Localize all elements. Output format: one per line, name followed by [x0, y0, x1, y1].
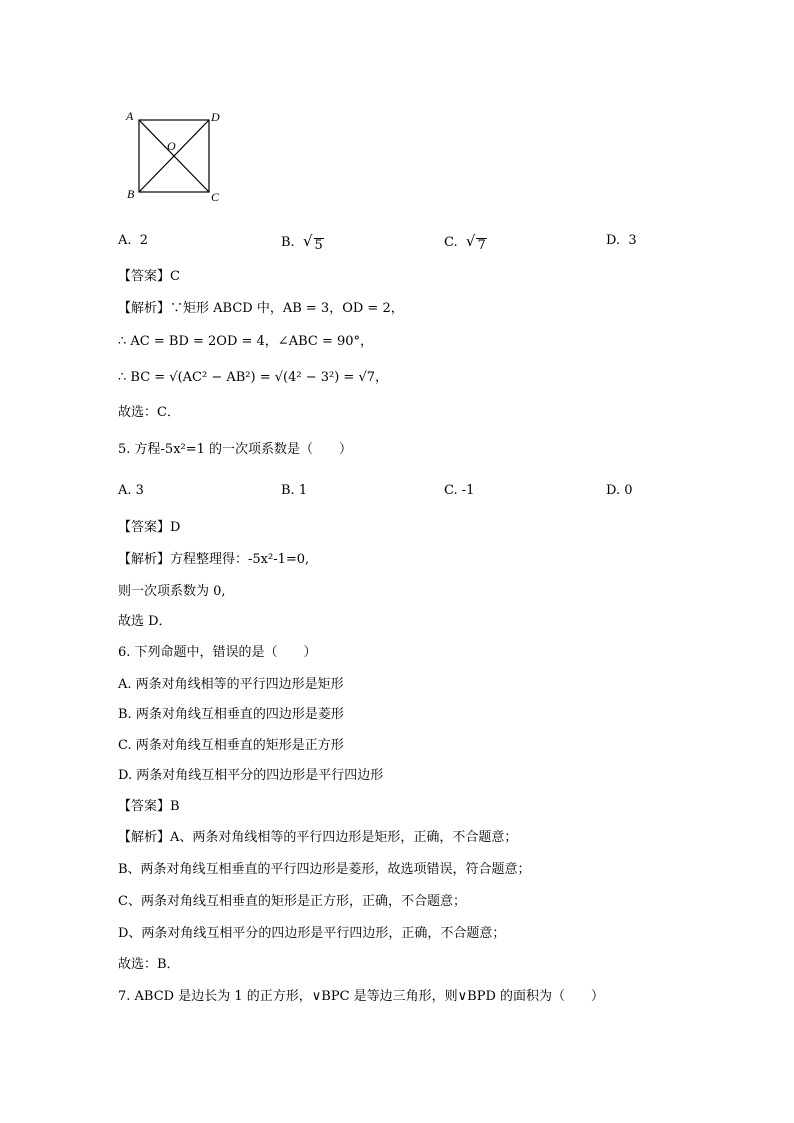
- q6-option-a: A. 两条对角线相等的平行四边形是矩形: [118, 677, 344, 692]
- q6-analysis-1: [118, 829, 517, 847]
- q4-option-c: [444, 232, 487, 253]
- option-letter: B.: [281, 483, 295, 498]
- answer-value: D: [170, 520, 181, 535]
- answer-tag: 【答案】: [118, 269, 171, 284]
- q6-option-c: C. 两条对角线互相垂直的矩形是正方形: [118, 738, 344, 753]
- label-a: A: [126, 109, 134, 123]
- q6-conclusion: 故选：B．: [118, 957, 180, 972]
- analysis-tag: 【解析】: [118, 830, 171, 845]
- label-c: C: [211, 190, 220, 204]
- option-text: 3: [628, 233, 637, 248]
- option-text: 0: [624, 483, 633, 498]
- answer-value: C: [170, 269, 180, 284]
- q4-analysis-1: [118, 300, 404, 318]
- option-text: 7: [477, 238, 486, 253]
- analysis-tag: 【解析】: [118, 552, 171, 567]
- label-d: D: [211, 110, 220, 124]
- option-letter: C.: [444, 483, 458, 498]
- q6-stem: 6. 下列命题中，错误的是（ ）: [118, 645, 317, 660]
- option-text: 2: [139, 233, 149, 248]
- label-o: O: [167, 139, 176, 153]
- option-text: 5: [314, 238, 323, 253]
- q4-option-a: [118, 232, 148, 250]
- analysis-text: ∵矩形 ABCD 中，AB = 3，OD = 2，: [170, 301, 404, 316]
- q5-option-b: [281, 482, 307, 500]
- q5-option-c: [444, 482, 474, 500]
- option-text: -1: [461, 483, 475, 498]
- analysis-text: A、两条对角线相等的平行四边形是矩形，正确，不合题意；: [170, 830, 518, 845]
- option-text: 1: [298, 483, 308, 498]
- q5-option-a: [118, 482, 144, 500]
- q6-analysis-3: C、两条对角线互相垂直的矩形是正方形，正确，不合题意；: [118, 894, 466, 909]
- sqrt-icon: √: [465, 232, 476, 250]
- answer-tag: 【答案】: [118, 799, 171, 814]
- q4-analysis-3: ∴ BC = √(AC² − AB²) = √(4² − 3²) = √7，: [118, 370, 389, 385]
- option-letter: D.: [606, 233, 621, 248]
- q6-option-b: B. 两条对角线互相垂直的四边形是菱形: [118, 707, 344, 722]
- q5-answer: [118, 519, 180, 537]
- option-letter: A.: [118, 483, 132, 498]
- q5-line2: 则一次项系数为 0,: [118, 584, 226, 599]
- answer-value: B: [170, 799, 180, 814]
- answer-tag: 【答案】: [118, 520, 171, 535]
- square-diagram: [122, 106, 232, 206]
- option-text: 3: [135, 483, 144, 498]
- q6-option-d: D. 两条对角线互相平分的四边形是平行四边形: [118, 768, 384, 783]
- option-letter: D.: [606, 483, 621, 498]
- q4-analysis-2: ∴ AC = BD = 2OD = 4，∠ABC = 90°，: [118, 334, 374, 349]
- q6-analysis-2: B、两条对角线互相垂直的平行四边形是菱形，故选项错误，符合题意；: [118, 862, 531, 877]
- option-letter: A.: [118, 233, 132, 248]
- sqrt-icon: √: [302, 232, 313, 250]
- q5-stem: 5. 方程-5x²=1 的一次项系数是（ ）: [118, 442, 353, 457]
- q5-analysis: [118, 551, 309, 569]
- analysis-text: 方程整理得：-5x²-1=0,: [170, 552, 310, 567]
- label-b: B: [127, 187, 135, 201]
- q4-option-b: [281, 232, 324, 253]
- analysis-tag: 【解析】: [118, 301, 171, 316]
- q6-answer: [118, 798, 180, 816]
- q4-conclusion: 故选：C．: [118, 405, 180, 420]
- q5-option-d: [606, 482, 633, 500]
- q5-conclusion: 故选 D．: [118, 614, 172, 629]
- q4-answer: [118, 268, 180, 286]
- option-letter: B.: [281, 235, 295, 250]
- option-letter: C.: [444, 235, 458, 250]
- q6-analysis-4: D、两条对角线互相平分的四边形是平行四边形，正确，不合题意；: [118, 926, 506, 941]
- q7-stem: 7. ABCD 是边长为 1 的正方形，∨BPC 是等边三角形，则∨BPD 的面积为（ ）: [118, 989, 605, 1004]
- q4-option-d: [606, 232, 637, 250]
